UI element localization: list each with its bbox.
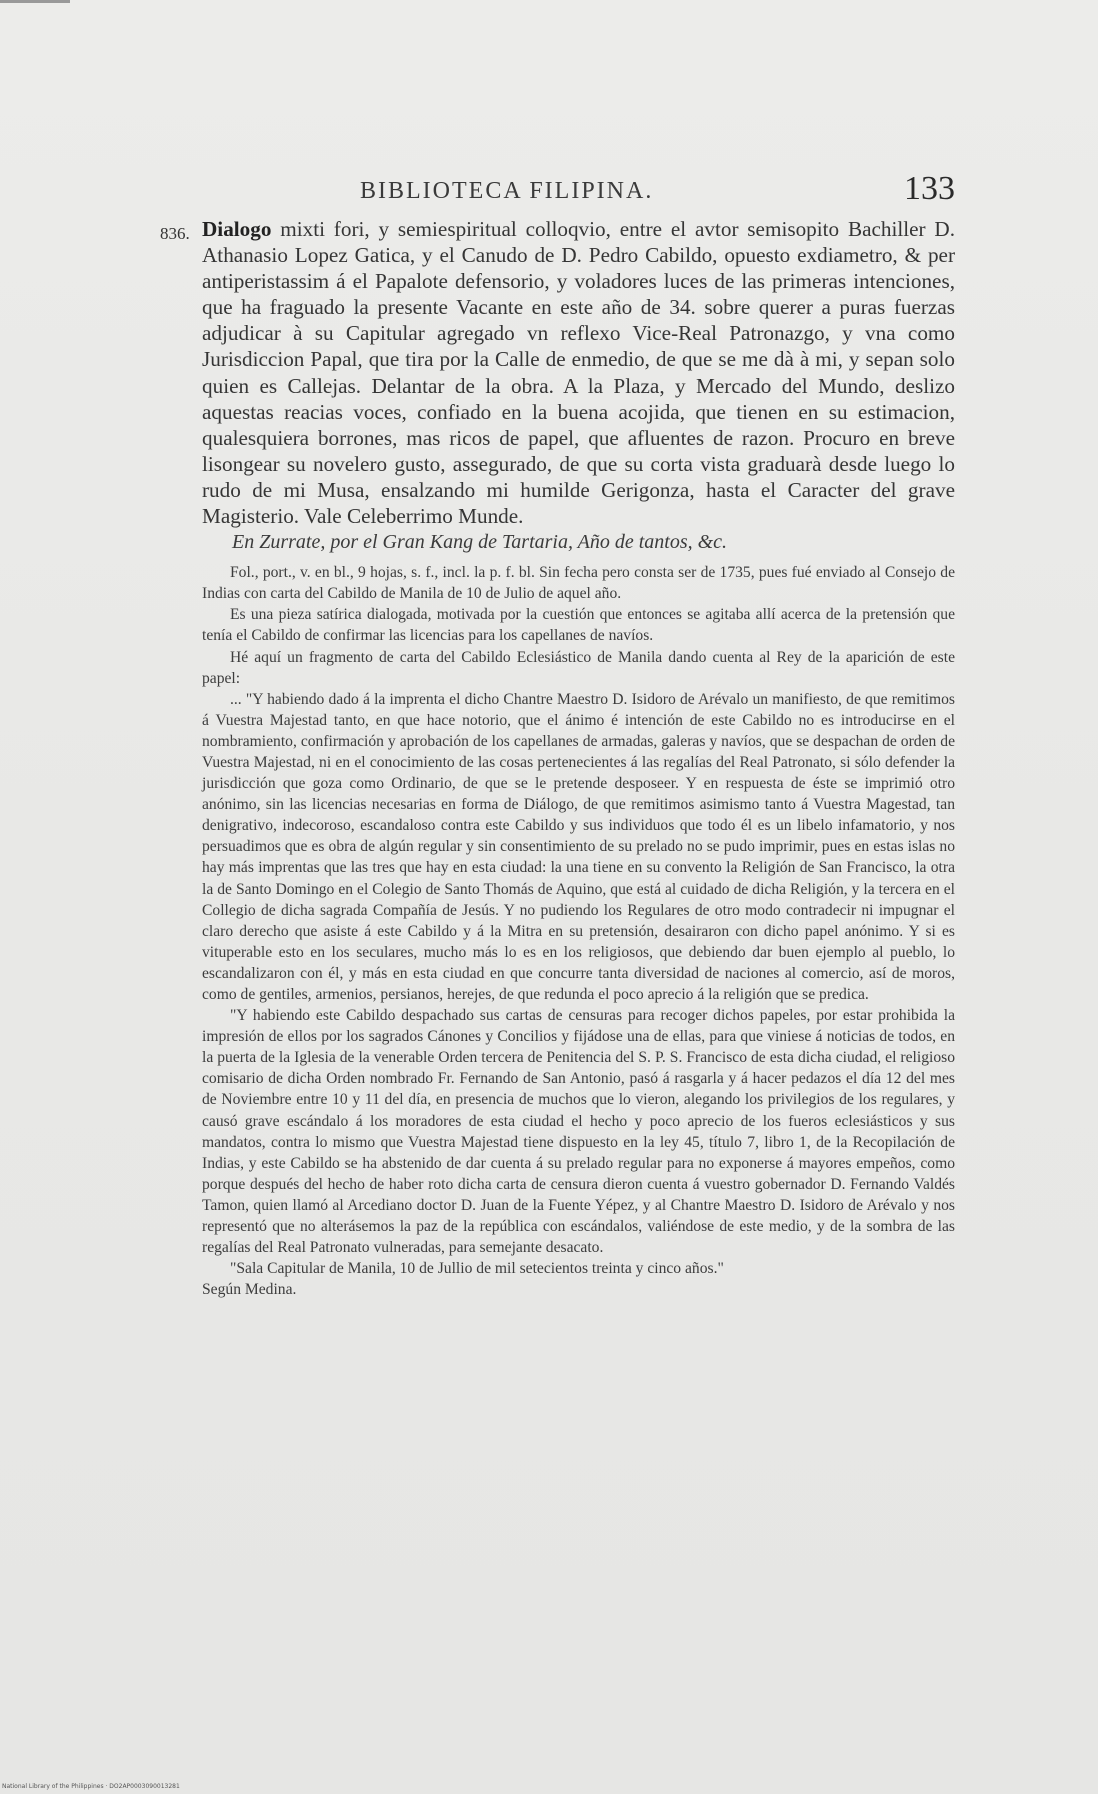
quoted-letter-paragraph: "Y habiendo este Cabildo despachado sus cartas de censuras para recoger dichos papeles, por estar prohibida la impresión de ellos por los sagrados Cánones y Concilios y fijádose una de ellas, para que viniese á noticias de todos, en la puerta de la Iglesia de la venerable Orden tercera de Penitencia del S. P. S. Francisco de esta dicha ciudad, el religioso comisario de dicha Orden nombrado Fr. Fernando de San Antonio, pasó á rasgarla y á hacer pedazos el día 12 del mes de Noviembre entre 10 y 11 del día, en presencia de muchos que lo vieron, alegando los privilegios de los regulares, y causó grave escándalo á los moradores de esta ciudad el hecho y poco aprecio de los fueros eclesiásticos y sus mandatos, contra lo mismo que Vuestra Majestad tiene dispuesto en la ley 45, título 7, libro 1, de la Recopilación de Indias, y este Cabildo se ha abstenido de dar cuenta á su prelado regular para no exponerse á mayores empeños, como porque después del hecho de haber roto dicha carta de censura dieron cuenta á vuestro gobernador D. Fernando Valdés Tamon, quien llamó al Arcediano doctor D. Juan de la Fuente Yépez, y al Chantre Maestro D. Isidoro de Arévalo y nos representó que no alterásemos la paz de la república con escándalos, valiéndose de este medio, y de la sombra de las regalías del Real Patronato vulneradas, para semejante desacato. [202, 1007, 955, 1257]
page-header [160, 170, 955, 216]
quoted-letter-closing: "Sala Capitular de Manila, 10 de Jullio de mil setecientos treinta y cinco años." [230, 1260, 724, 1278]
bibliography-entry [160, 216, 955, 529]
note-paragraph: Fol., port., v. en bl., 9 hojas, s. f., incl. la p. f. bl. Sin fecha pero consta ser de 1735, pues fué enviado al Consejo de Indias con carta del Cabildo de Manila de 10 de Julio de aquel año. [202, 564, 955, 603]
scan-edge-mark [0, 0, 70, 3]
entry-body: mixti fori, y semiespiritual colloqvio, entre el avtor semisopito Bachiller D. Athanasio Lopez Gatica, y el Canudo de D. Pedro Cabildo, opuesto exdiametro, & per antiperistassim á el Papalote defensorio, y voladores luces de las primeras intenciones, que ha fraguado la presente Vacante en este año de 34. sobre querer a puras fuerzas adjudicar à su Capitular agregado vn reflexo Vice-Real Patronazgo, y vna como Jurisdiccion Papal, que tira por la Calle de enmedio, de que se me dà à mi, y sepan solo quien es Callejas. Delantar de la obra. A la Plaza, y Mercado del Mundo, deslizo aquestas reacias voces, confiado en la buena acojida, que tienen en su estimacion, qualesquiera borrones, mas ricos de papel, que afluentes de razon. Procuro en breve lisongear su novelero gusto, assegurado, de que su corta vista graduarà desde luego lo rudo de mi Musa, ensalzando mi humilde Gerigonza, hasta el Caracter del grave Magisterio. Vale Celeberrimo Munde. [202, 217, 955, 529]
quoted-letter-paragraph: ... "Y habiendo dado á la imprenta el dicho Chantre Maestro D. Isidoro de Arévalo un manifiesto, de que remitimos á Vuestra Majestad tanto, en que hace notorio, que el ánimo é intención de este Cabildo no es introducirse en el nombramiento, confirmación y aprobación de los capellanes de armadas, galeras y navíos, que se despachan de orden de Vuestra Majestad, ni en el conocimiento de las cosas pertenecientes á las regalías del Real Patronato, si sólo defender la jurisdicción que goza como Ordinario, de que se le pretende desposeer. Y en respuesta de éste se imprimió otro anónimo, sin las licencias necesarias en forma de Diálogo, de que remitimos asimismo tanto á Vuestra Magestad, tan denigrativo, indecoroso, escandaloso contra este Cabildo y sus individuos que todo él es un libelo infamatorio, y nos persuadimos que es obra de algún regular y sin consentimiento de su prelado no se pudo imprimir, pues en estas islas no hay más imprentas que las tres que hay en esta ciudad: la una tiene en su convento la Religión de San Francisco, la otra la de Santo Domingo en el Colegio de Santo Thomás de Aquino, que está al cuidado de dicha Religión, y la tercera en el Collegio de dicha sagrada Compañía de Jesús. Y no pudiendo los Regulares de otro modo contradecir ni impugnar el claro derecho que asiste á este Cabildo y á la Mitra en su pretensión, desairaron con dicho papel anónimo. Y si es vituperable esto en los seculares, mucho más lo es en los religiosos, que debiendo dar buen ejemplo al pueblo, lo escandalizaron con él, y más en esta ciudad en que concurre tanta diversidad de naciones al comercio, así de moros, como de gentiles, armenios, persianos, herejes, de que redunda el poco aprecio á la religión que se predica. [202, 690, 955, 1003]
page-number: 133 [904, 170, 955, 207]
running-title: BIBLIOTECA FILIPINA. [360, 178, 654, 204]
source-attribution: Según Medina. [202, 1281, 297, 1299]
note-paragraph: Hé aquí un fragmento de carta del Cabildo Eclesiástico de Manila dando cuenta al Rey de la aparición de este papel: [202, 648, 955, 687]
note-paragraph: Es una pieza satírica dialogada, motivada por la cuestión que entonces se agitaba allí acerca de la pretensión que tenía el Cabildo de confirmar las licencias para los capellanes de navíos. [202, 606, 955, 645]
entry-imprint: En Zurrate, por el Gran Kang de Tartaria, Año de tantos, &c. [232, 531, 728, 554]
book-page [160, 170, 955, 1300]
entry-title: Dialogo [202, 217, 272, 241]
entry-number: 836. [160, 224, 190, 243]
entry-notes [160, 562, 955, 1300]
scan-footer-label: National Library of the Philippines · DO2AP0003090013281 [2, 1783, 180, 1790]
